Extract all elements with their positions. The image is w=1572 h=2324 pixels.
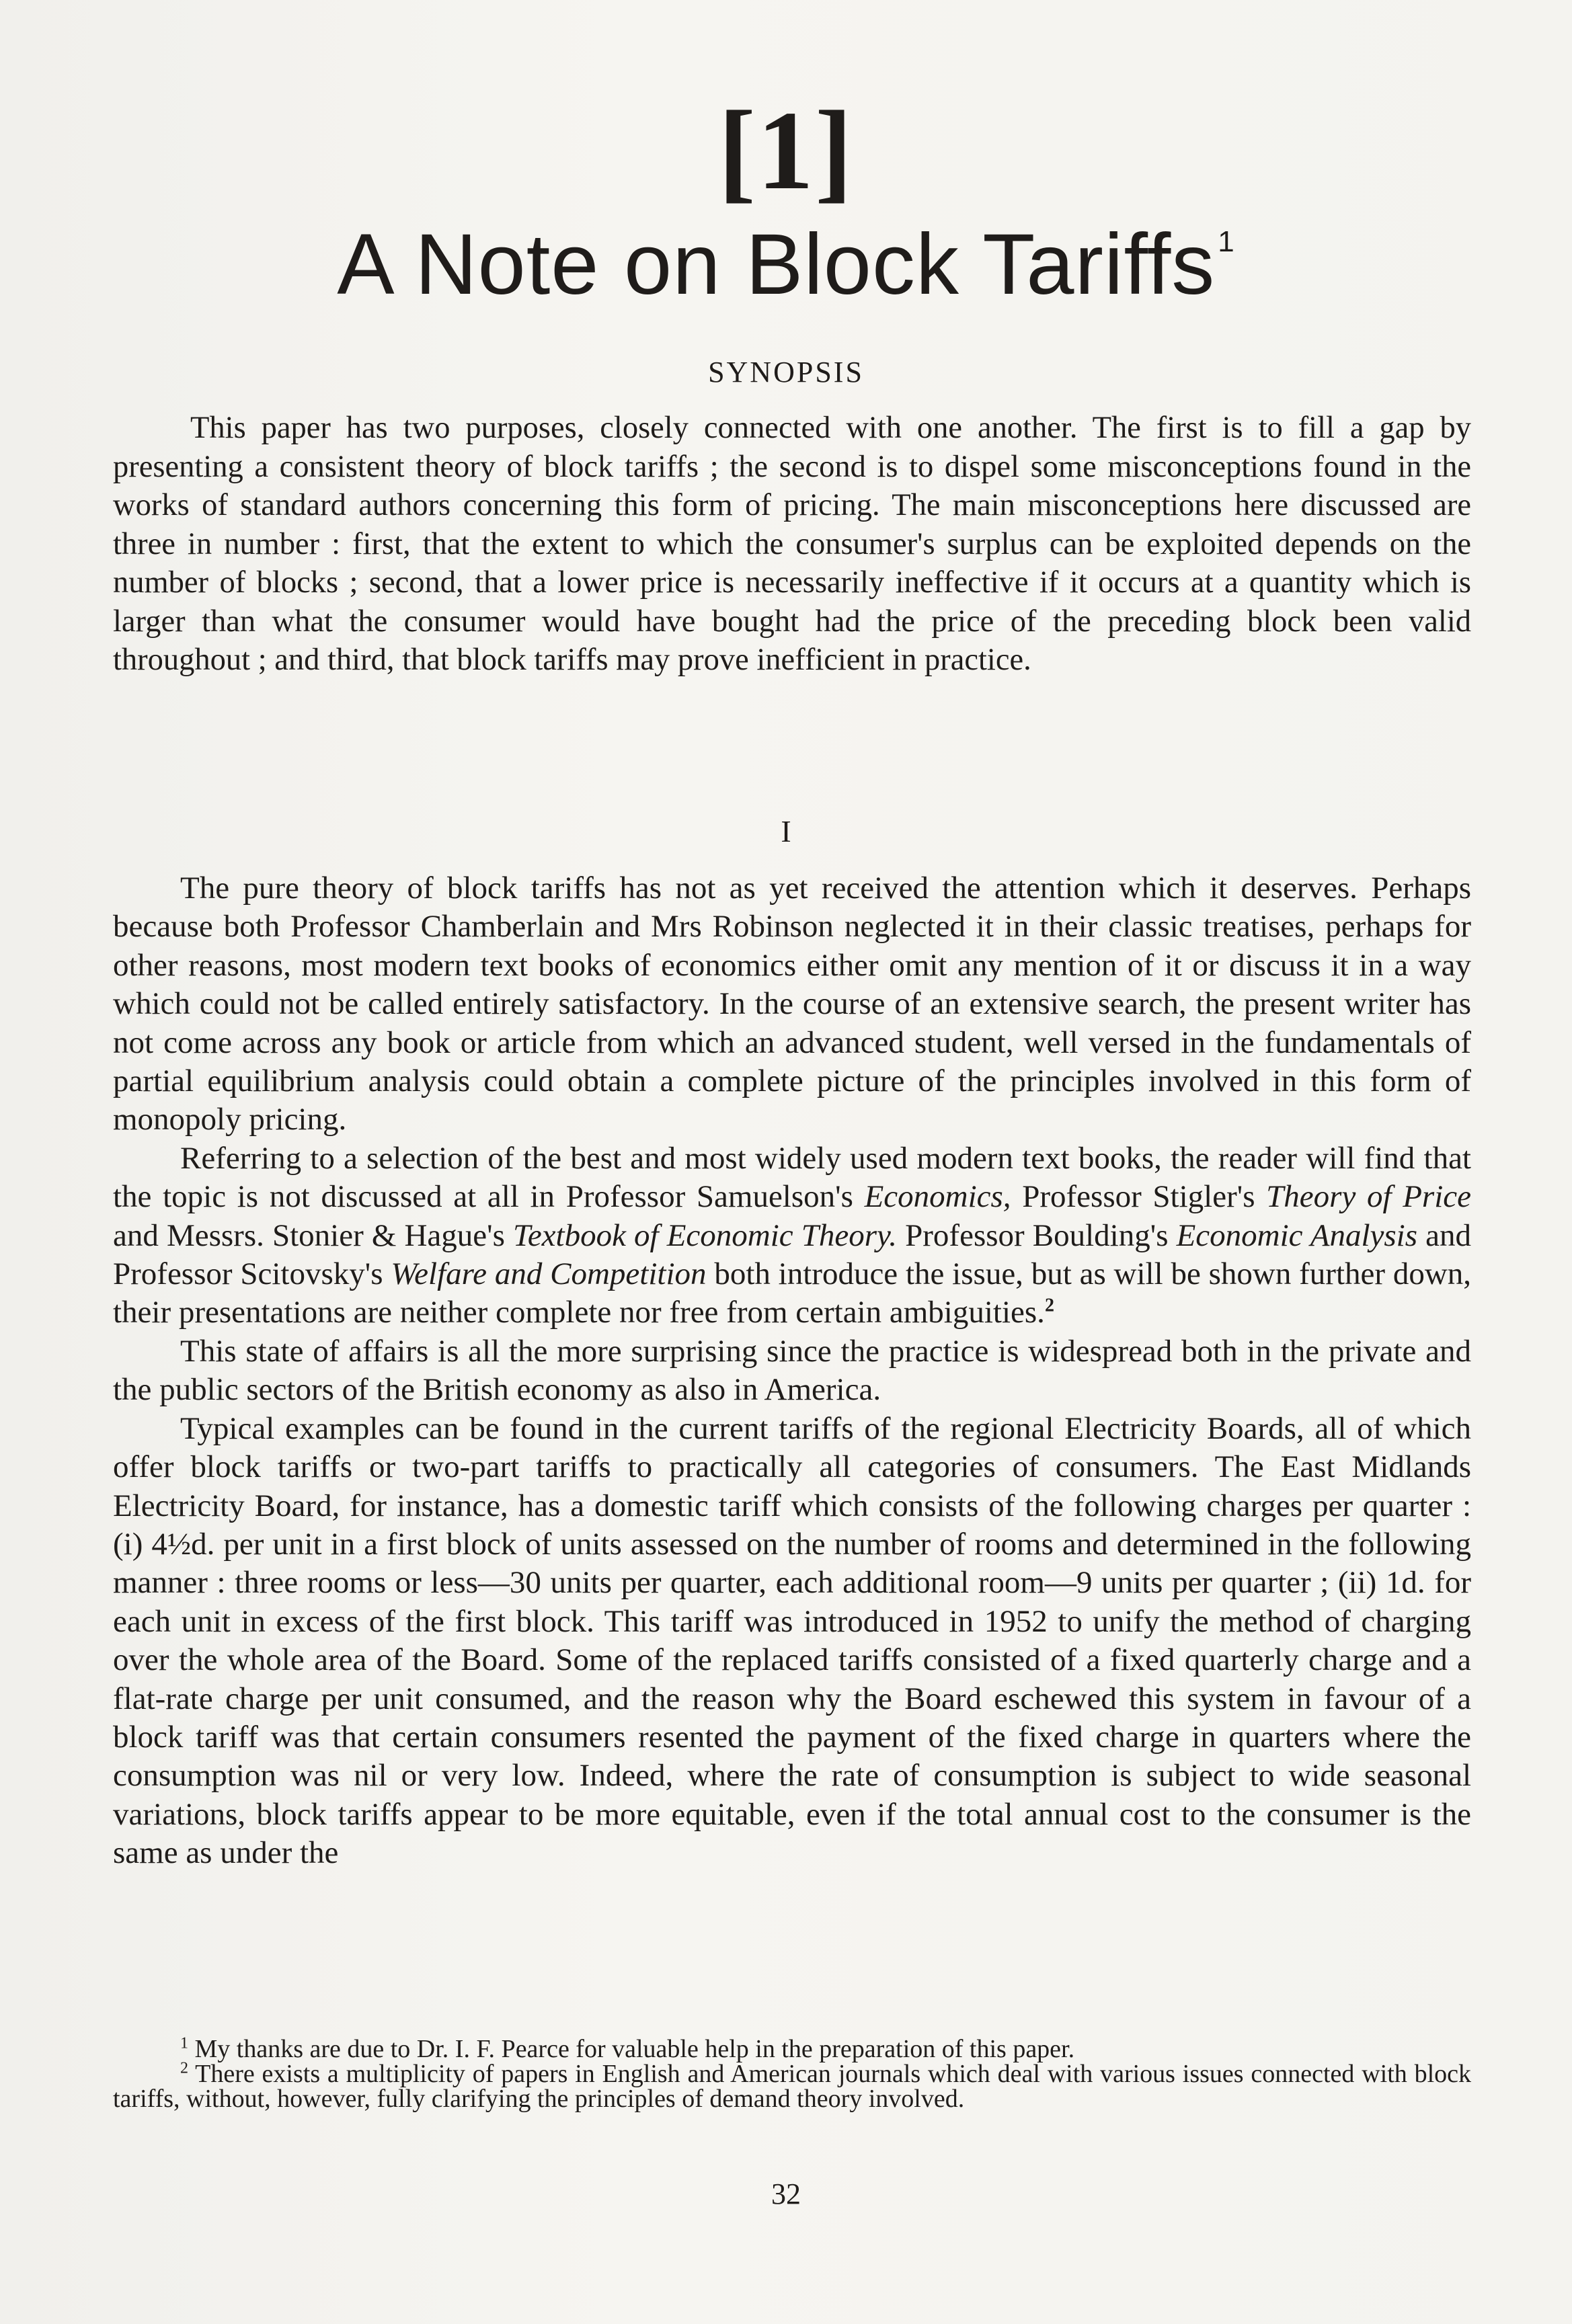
footnote-1-marker: 1 <box>180 2034 188 2052</box>
book-title-theory-of-price: Theory of Price <box>1266 1179 1471 1215</box>
paragraph-2-text-3: and Messrs. Stonier & Hague's <box>113 1217 513 1253</box>
paragraph-2 <box>113 1139 1471 1332</box>
page-number: 32 <box>771 2177 801 2210</box>
footnote-1-text: My thanks are due to Dr. I. F. Pearce for valuable help in the preparation of this paper. <box>194 2035 1075 2063</box>
book-title-economic-analysis: Economic Analysis <box>1176 1217 1418 1253</box>
footnote-2-marker: 2 <box>180 2059 188 2077</box>
synopsis-text: This paper has two purposes, closely connected with one another. The first is to fill a gap by presenting a consistent theory of block tariffs ; the second is to dispel some misconceptions found in the works of standard authors concerning this form of pricing. The main misconceptions here discussed are three in number : first, that the extent to which the consumer's surplus can be exploited depends on the number of blocks ; second, that a lower price is necessarily ineffective if it occurs at a quantity which is larger than what the consumer would have bought had the price of the preceding block been valid throughout ; and third, that block tariffs may prove inefficient in practice. <box>113 411 1471 677</box>
footnote-marker-2: 2 <box>1044 1295 1054 1316</box>
paragraph-1: The pure theory of block tariffs has not as yet received the attention which it deserves. Perhaps because both Professor Chamberlain and Mrs Robinson neglected it in their classic treatises, perhaps for other reasons, most modern text books of economics either omit any mention of it or discuss it in a way which could not be called entirely satisfactory. In the course of an extensive search, the present writer has not come across any book or article from which an advanced student, well versed in the fundamentals of partial equilibrium analysis could obtain a complete picture of the principles involved in this form of monopoly pricing. <box>113 871 1471 1137</box>
paragraph-2-text-2: Professor Stigler's <box>1011 1179 1267 1215</box>
chapter-title-text: A Note on Block Tariffs <box>337 216 1216 313</box>
footnote-2-text: There exists a multiplicity of papers in English and American journals which deal with various issues connected with block tariffs, without, however, fully clarifying the principles of demand theory involved. <box>113 2060 1471 2113</box>
chapter-title <box>0 216 1572 313</box>
section-number: I <box>781 814 791 848</box>
synopsis-heading: SYNOPSIS <box>708 356 864 389</box>
paragraph-2-text-4: Professor Boulding's <box>897 1217 1177 1253</box>
book-title-economics: Economics, <box>864 1179 1011 1215</box>
paragraph-3: This state of affairs is all the more surprising since the practice is widespread both in the private and the public sectors of the British economy as also in America. <box>113 1333 1471 1408</box>
footnote-2 <box>113 2059 1471 2113</box>
title-footnote-marker: 1 <box>1218 225 1235 258</box>
book-title-welfare-and-competition: Welfare and Competition <box>391 1256 707 1292</box>
footnote-1 <box>113 2034 1471 2063</box>
paragraph-2-text-1: Referring to a selection of the best and most widely used modern text books, the reader will find that the topic is not discussed at all in Professor Samuelson's <box>113 1140 1471 1215</box>
body-text <box>113 869 1471 1873</box>
book-title-textbook-of-economic-theory: Textbook of Economic Theory. <box>513 1217 898 1253</box>
chapter-number: [1] <box>718 88 854 213</box>
paragraph-2-text-6: both introduce the issue, but as will be shown further down, their presentations are neither complete nor free from certain ambiguities. <box>113 1256 1472 1330</box>
paragraph-2-text-5: and Professor Scitovsky's <box>113 1217 1471 1292</box>
footnotes <box>113 2034 1471 2113</box>
paragraph-4: Typical examples can be found in the current tariffs of the regional Electricity Boards, all of which offer block tariffs or two-part tariffs to practically all categories of consumers. The East Midlands Electricity Board, for instance, has a domestic tariff which consists of the following charges per quarter : (i) 4½d. per unit in a first block of units assessed on the number of rooms and determined in the following manner : three rooms or less—30 units per quarter, each additional room—9 units per quarter ; (ii) 1d. for each unit in excess of the first block. This tariff was introduced in 1952 to unify the method of charging over the whole area of the Board. Some of the replaced tariffs consisted of a fixed quarterly charge and a flat-rate charge per unit consumed, and the reason why the Board eschewed this system in favour of a block tariff was that certain consumers resented the payment of the fixed charge in quarters where the consumption was nil or very low. Indeed, where the rate of consumption is subject to wide seasonal variations, block tariffs appear to be more equitable, even if the total annual cost to the consumer is the same as under the <box>113 1410 1471 1871</box>
